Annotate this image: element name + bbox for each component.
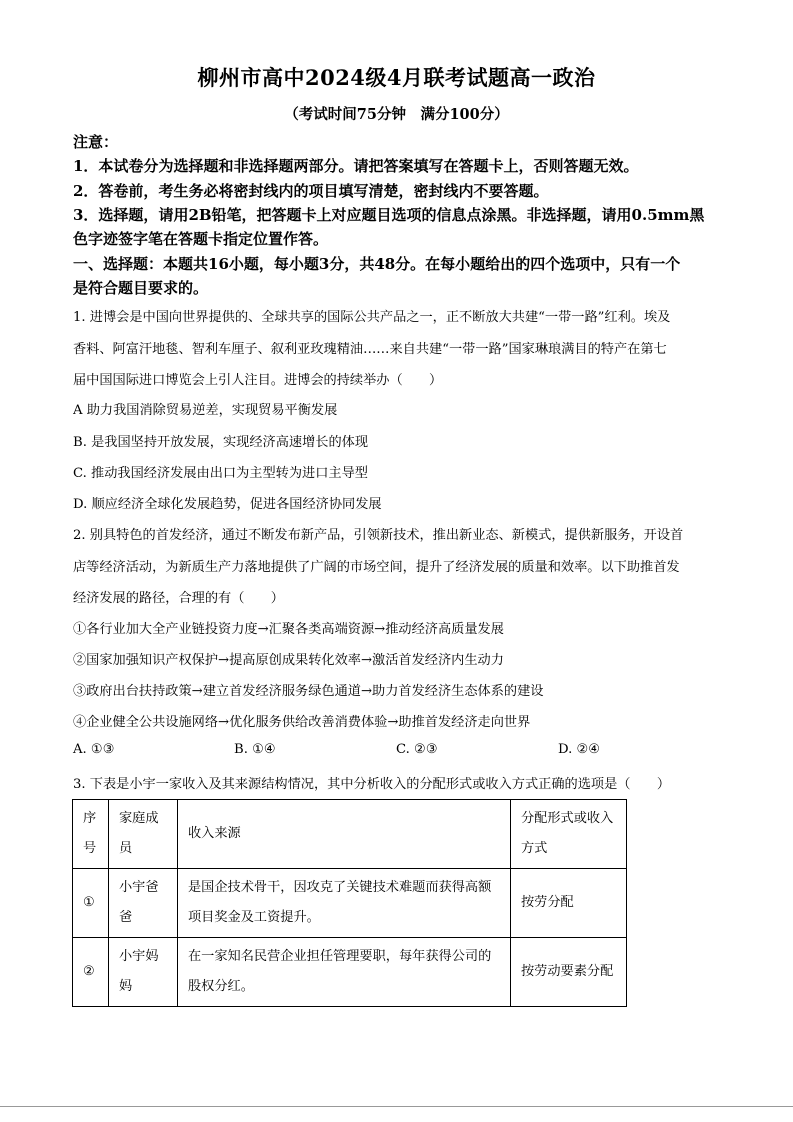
table-cell: ① [73, 869, 109, 938]
table-cell: 是国企技术骨干，因攻克了关键技术难题而获得高额项目奖金及工资提升。 [178, 869, 511, 938]
table-cell: 在一家知名民营企业担任管理要职，每年获得公司的股权分红。 [178, 938, 511, 1007]
q2-item-4: ④企业健全公共设施网络→优化服务供给改善消费体验→助推首发经济走向世界 [73, 715, 531, 730]
table-header-cell: 序号 [73, 800, 109, 869]
page-title: 柳州市高中2024级4月联考试题高一政治 [197, 65, 596, 90]
notice-heading: 注意： [73, 133, 119, 151]
q2-option-d: D. ②④ [558, 742, 601, 757]
q2-stem-line-1: 2. 别具特色的首发经济，通过不断发布新产品，引领新技术，推出新业态、新模式，提供新服务，开设首 [73, 528, 684, 543]
q2-item-3: ③政府出台扶持政策→建立首发经济服务绿色通道→助力首发经济生态体系的建设 [73, 684, 544, 699]
page-bottom-divider [0, 1106, 793, 1107]
table-cell: 按劳分配 [511, 869, 627, 938]
q1-stem-line-1: 1. 进博会是中国向世界提供的、全球共享的国际公共产品之一，正不断放大共建“一带一路”红利。埃及 [73, 310, 671, 325]
table-cell: ② [73, 938, 109, 1007]
q2-item-2: ②国家加强知识产权保护→提高原创成果转化效率→激活首发经济内生动力 [73, 653, 504, 668]
table-header-cell: 家庭成员 [109, 800, 178, 869]
notice-item-1: 1．本试卷分为选择题和非选择题两部分。请把答案填写在答题卡上，否则答题无效。 [73, 157, 639, 175]
q3-stem: 3. 下表是小宇一家收入及其来源结构情况，其中分析收入的分配形式或收入方式正确的选项是（ ） [73, 777, 671, 792]
q2-option-a: A. ①③ [73, 742, 115, 757]
table-header-cell: 收入来源 [178, 800, 511, 869]
notice-item-3-line-1: 3．选择题，请用2B铅笔，把答题卡上对应题目选项的信息点涂黑。非选择题，请用0.5mm黑 [73, 206, 705, 224]
table-row [73, 938, 627, 1007]
q1-option-d: D. 顺应经济全球化发展趋势，促进各国经济协同发展 [73, 497, 382, 512]
table-row [73, 869, 627, 938]
q2-option-c: C. ②③ [396, 742, 438, 757]
section-1-heading-line-2: 是符合题目要求的。 [73, 279, 209, 297]
table-header-cell: 分配形式或收入方式 [511, 800, 627, 869]
q1-option-a: A 助力我国消除贸易逆差，实现贸易平衡发展 [73, 403, 338, 418]
q1-option-c: C. 推动我国经济发展由出口为主型转为进口主导型 [73, 466, 368, 481]
table-cell: 按劳动要素分配 [511, 938, 627, 1007]
income-table [72, 799, 627, 1007]
q2-stem-line-3: 经济发展的路径，合理的有（ ） [73, 591, 284, 606]
q1-stem-line-3: 届中国国际进口博览会上引人注目。进博会的持续举办（ ） [73, 373, 443, 388]
exam-duration-info: （考试时间75分钟 满分100分） [284, 106, 509, 123]
section-1-heading-line-1: 一、选择题：本题共16小题，每小题3分，共48分。在每小题给出的四个选项中，只有一个 [73, 255, 681, 273]
table-cell: 小宇妈妈 [109, 938, 178, 1007]
table-header-row [73, 800, 627, 869]
q2-option-b: B. ①④ [234, 742, 276, 757]
q2-item-1: ①各行业加大全产业链投资力度→汇聚各类高端资源→推动经济高质量发展 [73, 622, 504, 637]
table-cell: 小宇爸爸 [109, 869, 178, 938]
notice-item-3-line-2: 色字迹签字笔在答题卡指定位置作答。 [73, 230, 329, 248]
q1-option-b: B. 是我国坚持开放发展，实现经济高速增长的体现 [73, 435, 369, 450]
q2-stem-line-2: 店等经济活动，为新质生产力落地提供了广阔的市场空间，提升了经济发展的质量和效率。以下助推首发 [73, 560, 680, 575]
notice-item-2: 2．答卷前，考生务必将密封线内的项目填写清楚，密封线内不要答题。 [73, 182, 549, 200]
q1-stem-line-2: 香料、阿富汗地毯、智利车厘子、叙利亚玫瑰精油……来自共建“一带一路”国家琳琅满目的特产在第七 [73, 342, 667, 357]
